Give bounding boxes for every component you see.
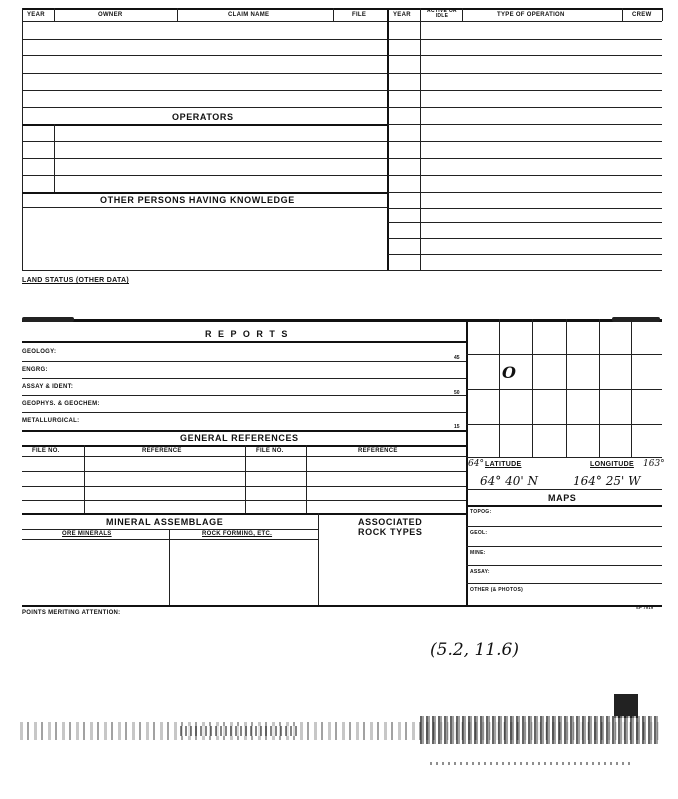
row-line [388,39,662,40]
header-divider [22,21,662,22]
col-divider [54,8,55,21]
row-line [466,565,662,566]
gr-col-file-no: FILE NO. [256,448,284,454]
row-line [22,107,387,108]
row-line [22,378,466,379]
gr-divider [22,445,466,447]
col-divider [420,8,421,270]
col-divider [333,8,334,21]
points-meriting-label: POINTS MERITING ATTENTION: [22,610,121,616]
handwritten-reference: (5.2, 11.6) [430,640,519,660]
row-line [466,546,662,547]
row-line [22,395,466,396]
grid-line [466,389,662,390]
claims-bottom [22,270,662,271]
row-line [388,141,662,142]
row-line [388,254,662,255]
grid-line [466,489,662,490]
operators-label: OPERATORS [172,112,234,122]
right-border [662,8,663,21]
row-line [388,208,662,209]
lat-prefix: 64° [468,459,484,469]
other-persons-label: OTHER PERSONS HAVING KNOWLEDGE [100,195,295,205]
grid-line [466,457,662,458]
rock-types-label: ROCK TYPES [358,527,423,537]
grid-line [466,424,662,425]
row-line [388,192,662,193]
longitude-label: LONGITUDE [590,461,634,468]
row-line [22,412,466,413]
maps-title: MAPS [548,493,577,503]
report-row-label: METALLURGICAL: [22,418,80,424]
other-persons-divider [22,207,387,208]
ink-smudge [612,317,660,322]
maps-row-label: TOPOG: [470,509,492,515]
row-line [22,500,466,501]
row-line [466,526,662,527]
report-row-label: ASSAY & IDENT: [22,384,74,390]
col-file: FILE [352,12,367,18]
maps-row-label: GEOL: [470,530,488,536]
col-divider [318,513,319,606]
row-line [22,90,387,91]
maps-row-label: OTHER (& PHOTOS) [470,587,524,593]
grid-mark: O [502,363,516,382]
col-divider [306,445,307,513]
row-line [22,158,387,159]
col-divider [54,124,55,192]
row-line [388,124,662,125]
row-line [22,39,387,40]
ma-col-rock: ROCK FORMING, ETC. [202,531,273,537]
grid-line [631,319,632,457]
col-crew: CREW [632,12,652,18]
maps-divider [466,505,662,507]
land-status-label: LAND STATUS (OTHER DATA) [22,277,130,284]
reports-title: R E P O R T S [205,329,290,339]
reports-bottom [22,430,466,432]
row-line [388,175,662,176]
report-row-label: GEOLOGY: [22,349,57,355]
grid-line [532,319,533,457]
gr-col-reference: REFERENCE [142,448,182,454]
row-line [388,238,662,239]
row-line [22,456,466,457]
mineral-assemblage-title: MINERAL ASSEMBLAGE [106,517,224,527]
row-line [22,361,466,362]
row-line [22,175,387,176]
noise-band-dark [420,716,660,744]
other-persons-top [22,192,387,194]
maps-row-label: MINE: [470,550,486,556]
operators-divider [22,124,387,126]
general-references-title: GENERAL REFERENCES [180,433,299,443]
grid-line [566,319,567,457]
top-border [22,8,662,10]
report-row-num: 15 [454,424,460,430]
col-divider [245,445,246,513]
col-divider [462,8,463,21]
ma-divider [22,529,318,530]
form-code: SP 7919 [636,605,654,610]
ma-col-ore: ORE MINERALS [62,531,112,537]
gr-col-reference: REFERENCE [358,448,398,454]
row-line [388,107,662,108]
ink-smudge [22,317,74,322]
grid-line [466,354,662,355]
row-line [22,486,466,487]
row-line [388,158,662,159]
row-line [388,222,662,223]
row-line [22,55,387,56]
maps-row-label: ASSAY: [470,569,490,575]
row-line [388,55,662,56]
gr-col-file-no: FILE NO. [32,448,60,454]
col-divider [169,529,170,606]
col-divider [84,445,85,513]
associated-label: ASSOCIATED [358,517,423,527]
report-row-label: GEOPHYS. & GEOCHEM: [22,401,100,407]
col-active-idle: ACTIVE OR IDLE [427,8,457,19]
center-divider [387,8,389,270]
long-prefix: 163° [643,459,665,469]
row-line [388,90,662,91]
row-line [22,471,466,472]
latitude-value: 64° 40' N [480,474,538,488]
gr-bottom [22,513,466,515]
report-row-num: 50 [454,390,460,396]
grid-line [499,319,500,457]
lower-bottom [22,605,662,607]
col-owner: OWNER [98,12,123,18]
latitude-label: LATITUDE [485,461,522,468]
black-square [614,694,638,718]
col-year: YEAR [27,12,45,18]
report-row-num: 45 [454,355,460,361]
col-divider [177,8,178,21]
left-border [22,8,23,270]
noise-line [430,762,630,765]
col-claim-name: CLAIM NAME [228,12,270,18]
col-divider [622,8,623,21]
row-line [388,73,662,74]
row-line [22,141,387,142]
report-row-label: ENGRG: [22,367,48,373]
row-line [22,73,387,74]
reports-divider [22,341,466,343]
row-line [466,583,662,584]
ma-divider [22,539,318,540]
grid-line [599,319,600,457]
col-type-of-operation: TYPE OF OPERATION [497,12,565,18]
noise-band [180,726,300,736]
longitude-value: 164° 25' W [573,474,641,488]
col-op-year: YEAR [393,12,411,18]
